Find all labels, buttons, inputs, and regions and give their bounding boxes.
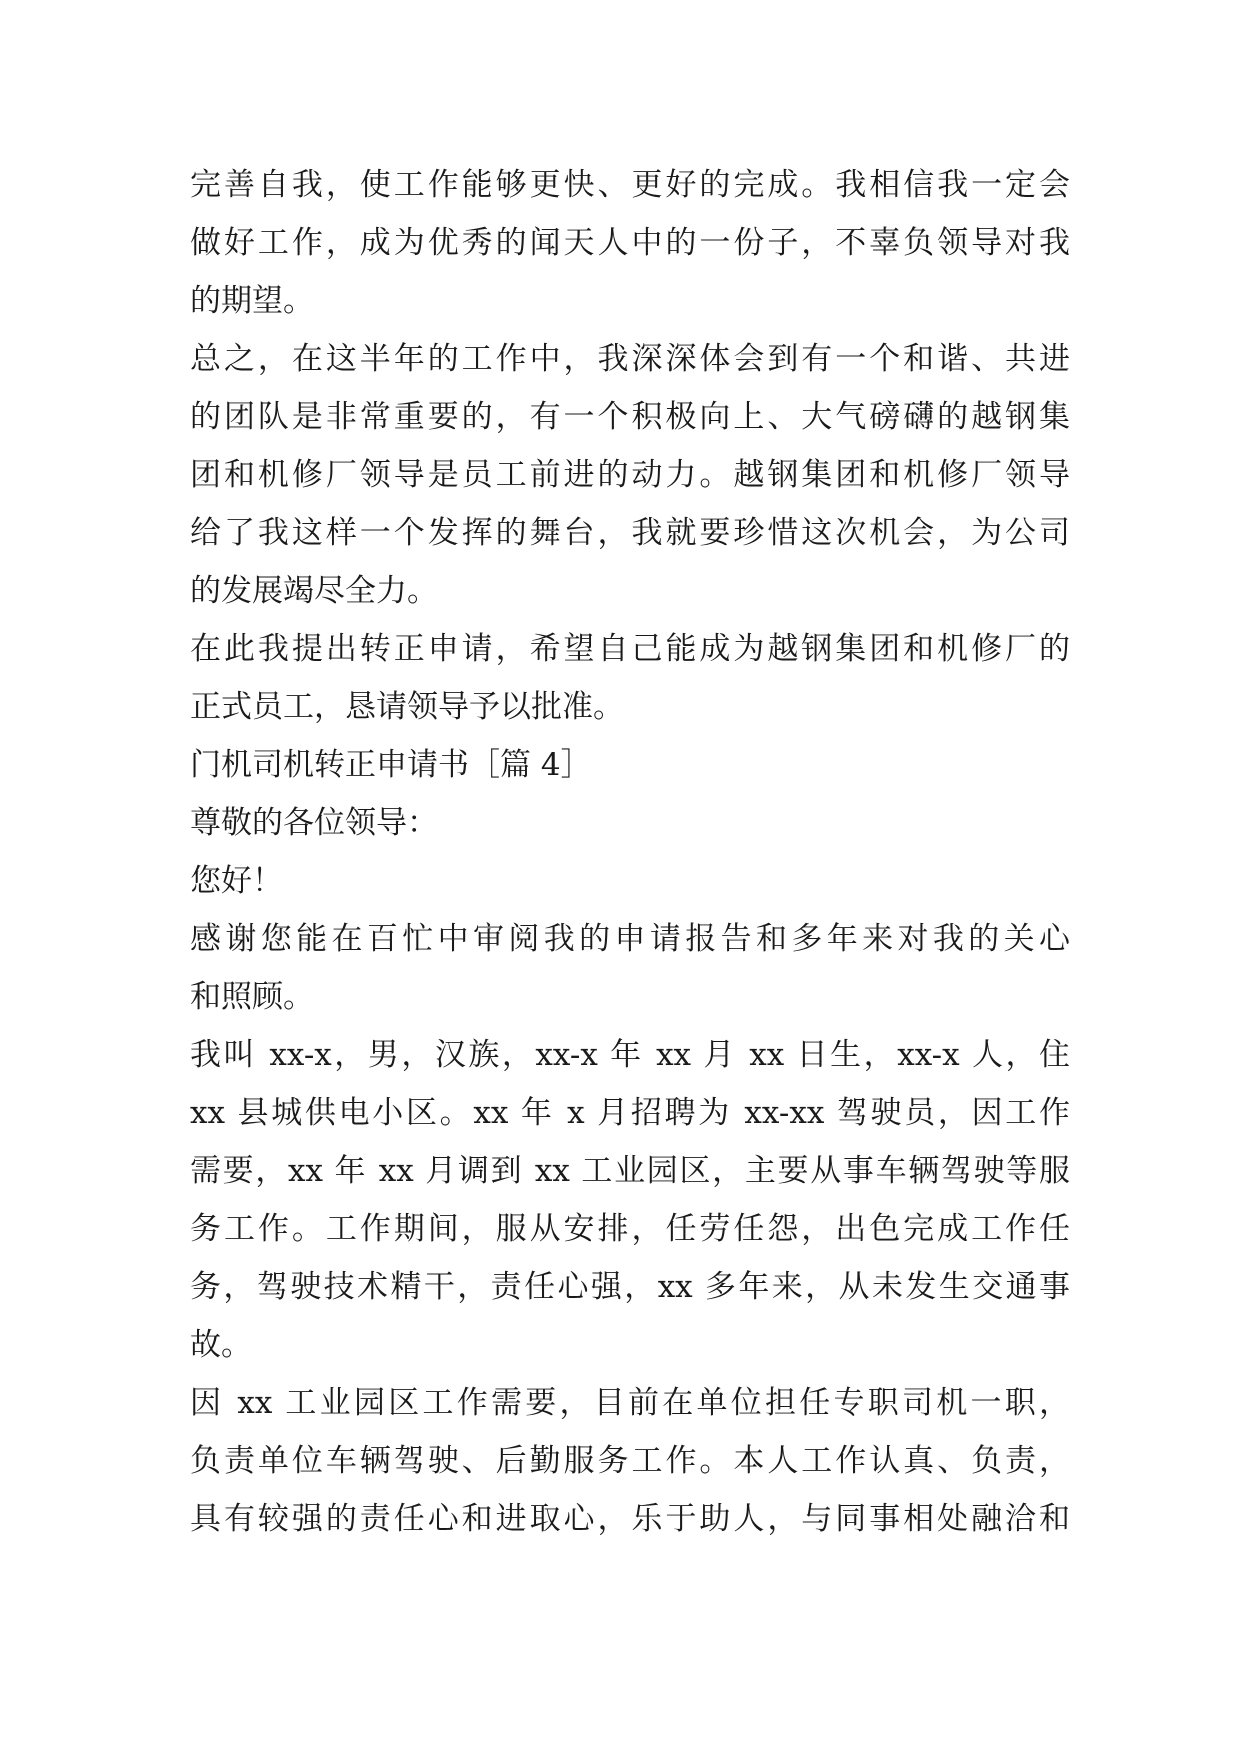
- text-line: 具有较强的责任心和进取心，乐于助人，与同事相处融洽和: [190, 1501, 1070, 1537]
- text-line: 感谢您能在百忙中审阅我的申请报告和多年来对我的关心: [190, 921, 1070, 957]
- text-line: 因 xx 工业园区工作需要，目前在单位担任专职司机一职，: [190, 1385, 1070, 1421]
- text-line: 总之，在这半年的工作中，我深深体会到有一个和谐、共进: [190, 341, 1070, 377]
- text-line: 的发展竭尽全力。: [190, 573, 438, 609]
- text-line: 完善自我，使工作能够更快、更好的完成。我相信我一定会: [190, 167, 1070, 203]
- text-line: 的期望。: [190, 283, 314, 319]
- text-line: 在此我提出转正申请，希望自己能成为越钢集团和机修厂的: [190, 631, 1070, 667]
- section-heading: 门机司机转正申请书［篇 4］: [190, 747, 592, 783]
- text-line: 需要，xx 年 xx 月调到 xx 工业园区，主要从事车辆驾驶等服: [190, 1153, 1070, 1189]
- text-line: 务工作。工作期间，服从安排，任劳任怨，出色完成工作任: [190, 1211, 1070, 1247]
- text-line: 团和机修厂领导是员工前进的动力。越钢集团和机修厂领导: [190, 457, 1070, 493]
- text-line: xx 县城供电小区。xx 年 x 月招聘为 xx-xx 驾驶员，因工作: [190, 1095, 1070, 1131]
- text-line: 负责单位车辆驾驶、后勤服务工作。本人工作认真、负责，: [190, 1443, 1070, 1479]
- text-line: 和照顾。: [190, 979, 314, 1015]
- text-line: 给了我这样一个发挥的舞台，我就要珍惜这次机会，为公司: [190, 515, 1070, 551]
- text-line: 正式员工，恳请领导予以批准。: [190, 689, 624, 725]
- text-line: 务，驾驶技术精干，责任心强，xx 多年来，从未发生交通事: [190, 1269, 1070, 1305]
- salutation: 尊敬的各位领导：: [190, 805, 438, 841]
- text-line: 做好工作，成为优秀的闻天人中的一份子，不辜负领导对我: [190, 225, 1070, 261]
- greeting: 您好！: [190, 863, 283, 899]
- text-line: 我叫 xx-x，男，汉族，xx-x 年 xx 月 xx 日生，xx-x 人，住: [190, 1037, 1070, 1073]
- text-line: 的团队是非常重要的，有一个积极向上、大气磅礴的越钢集: [190, 399, 1070, 435]
- text-line: 故。: [190, 1327, 252, 1363]
